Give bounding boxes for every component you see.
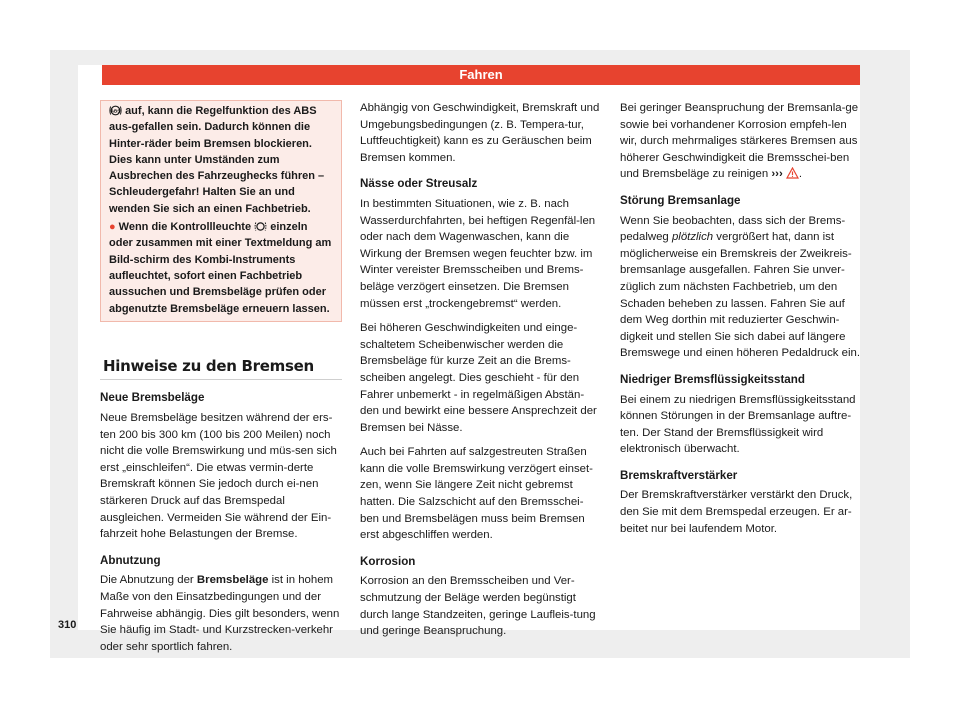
heading-neue-bremsbelaege: Neue Bremsbeläge [100,391,205,405]
chapter-header [102,65,860,85]
heading-bremskraftverstaerker: Bremskraftverstärker [620,468,738,482]
paragraph-bremsfluessigkeit: Bei einem zu niedrigen Bremsflüssigkeitsstand können Störungen in der Bremsanlage auftre-ten. Der Stand der Bremsflüssigkeit wird elektronisch überwacht. [620,393,856,456]
warning-paragraph-brakepads: ● Wenn die Kontrollleuchte einzeln oder zusammen mit einer Textmeldung am Bild-schirm des Kombi-Instruments aufleuchtet, sofort einen Fachbetrieb aussuchen und Bremsbeläge prüfen oder abgenutzte Bremsbeläge erneuern lassen. [109,221,332,315]
heading-abnutzung: Abnutzung [100,553,161,567]
bullet-icon: ● [109,221,116,234]
abs-warning-icon [109,105,122,116]
paragraph-abnutzung: Die Abnutzung der Bremsbeläge ist in hohem Maße von den Einsatzbedingungen und der Fahrweise abhängig. Dies gilt besonders, wenn Sie häufig im Stadt- und Kurzstrecken-verkehr oder sehr sportlich fahren. [100,574,340,653]
chapter-title: Fahren [459,67,503,82]
heading-bremsfluessigkeit: Niedriger Bremsflüssigkeitsstand [620,372,805,386]
column-right [620,100,860,537]
reference-arrows[interactable]: ››› [771,168,783,181]
paragraph-korrosion: Korrosion an den Bremsscheiben und Ver-schmutzung der Beläge werden begünstigt durch lange Standzeiten, geringe Laufleis-tung und geringe Beanspruchung. [360,575,596,638]
warning-triangle-icon[interactable] [786,167,799,179]
paragraph-streusalz: Auch bei Fahrten auf salzgestreuten Straßen kann die volle Bremswirkung verzögert einset-zen, wenn Sie längere Zeit nicht gebremst hatten. Die Salzschicht auf den Bremsschei-ben und Bremsbelägen muss beim Bremsen erst abgeschliffen werden. [360,446,593,542]
heading-naesse: Nässe oder Streusalz [360,177,478,191]
heading-korrosion: Korrosion [360,554,416,568]
svg-text:ABS: ABS [110,108,121,114]
brake-pad-warning-icon [254,221,267,232]
paragraph-geraeusche: Abhängig von Geschwindigkeit, Bremskraft und Umgebungsbedingungen (z. B. Tempera-tur, Luftfeuchtigkeit) kann es zu Geräuschen beim Bremsen kommen. [360,102,600,164]
page-number: 310 [58,619,77,631]
paragraph-neue-bremsbelaege: Neue Bremsbeläge besitzen während der ers-ten 200 bis 300 km (100 bis 200 Meilen) noch nicht die volle Bremswirkung und müs-sen sich erst „einschleifen“. Die etwas vermin-derte Bremskraft können Sie jedoch durch ei-nen stärkeren Druck auf das Bremspedal ausgleichen. Vermeiden Sie während der Ein-fahrzeit hohe Belastungen der Bremse. [100,412,337,541]
warning-abs-text: auf, kann die Regelfunktion des ABS aus-gefallen sein. Dadurch können die Hinter-räder beim Bremsen blockieren. Dies kann unter Umständen zum Ausbrechen des Fahrzeughecks führen – Schleudergefahr! Halten Sie an und wenden Sie sich an einen Fachbetrieb. [109,105,325,215]
paragraph-reinigen: Bei geringer Beanspruchung der Bremsanla-ge sowie bei vorhandener Korrosion empfeh-len wir, durch mehrmaliges stärkeres Bremsen aus höherer Geschwindigkeit die Bremsschei-ben und Bremsbeläge zu reinigen ››› . [620,102,859,181]
heading-stoerung: Störung Bremsanlage [620,193,741,207]
paragraph-bremskraftverstaerker: Der Bremskraftverstärker verstärkt den Druck, den Sie mit dem Bremspedal erzeugen. Er ar-beitet nur bei laufendem Motor. [620,489,853,535]
warning-box [100,100,342,322]
warning-paragraph-abs [109,103,333,217]
paragraph-hoehere-geschwindigkeit: Bei höheren Geschwindigkeiten und einge-schaltetem Scheibenwischer werden die Bremsbeläge für kurze Zeit an die Brems-scheiben angelegt. Dies geschieht - für den Fahrer unbemerkt - in regelmäßigen Abstän-den und bewirkt eine bessere Ansprechzeit der Bremsen bei Nässe. [360,322,597,434]
column-middle [360,100,600,640]
paragraph-stoerung: Wenn Sie beobachten, dass sich der Brems-pedalweg plötzlich vergrößert hat, dann ist möglicherweise ein Bremskreis der Zweikreis-bremsanlage ausgefallen. Fahren Sie unver-züglich zum nächsten Fachbetrieb, um den Schaden beheben zu lassen. Fahren Sie auf dem Weg dorthin mit reduzierter Geschwin-digkeit und stellen Sie sich dabei auf längere Bremswege und einen höheren Pedaldruck ein. [620,214,860,360]
section-title: Hinweise zu den Bremsen [100,358,342,381]
paragraph-naesse: In bestimmten Situationen, wie z. B. nach Wasserdurchfahrten, bei heftigen Regenfäl-len oder nach dem Wagenwaschen, kann die Wirkung der Bremsen wegen feuchter bzw. im Winter vereister Bremsscheiben und Brems-beläge verzögert einsetzen. Die Bremsen müssen erst „trockengebremst“ werden. [360,197,596,310]
column-left [100,100,342,655]
